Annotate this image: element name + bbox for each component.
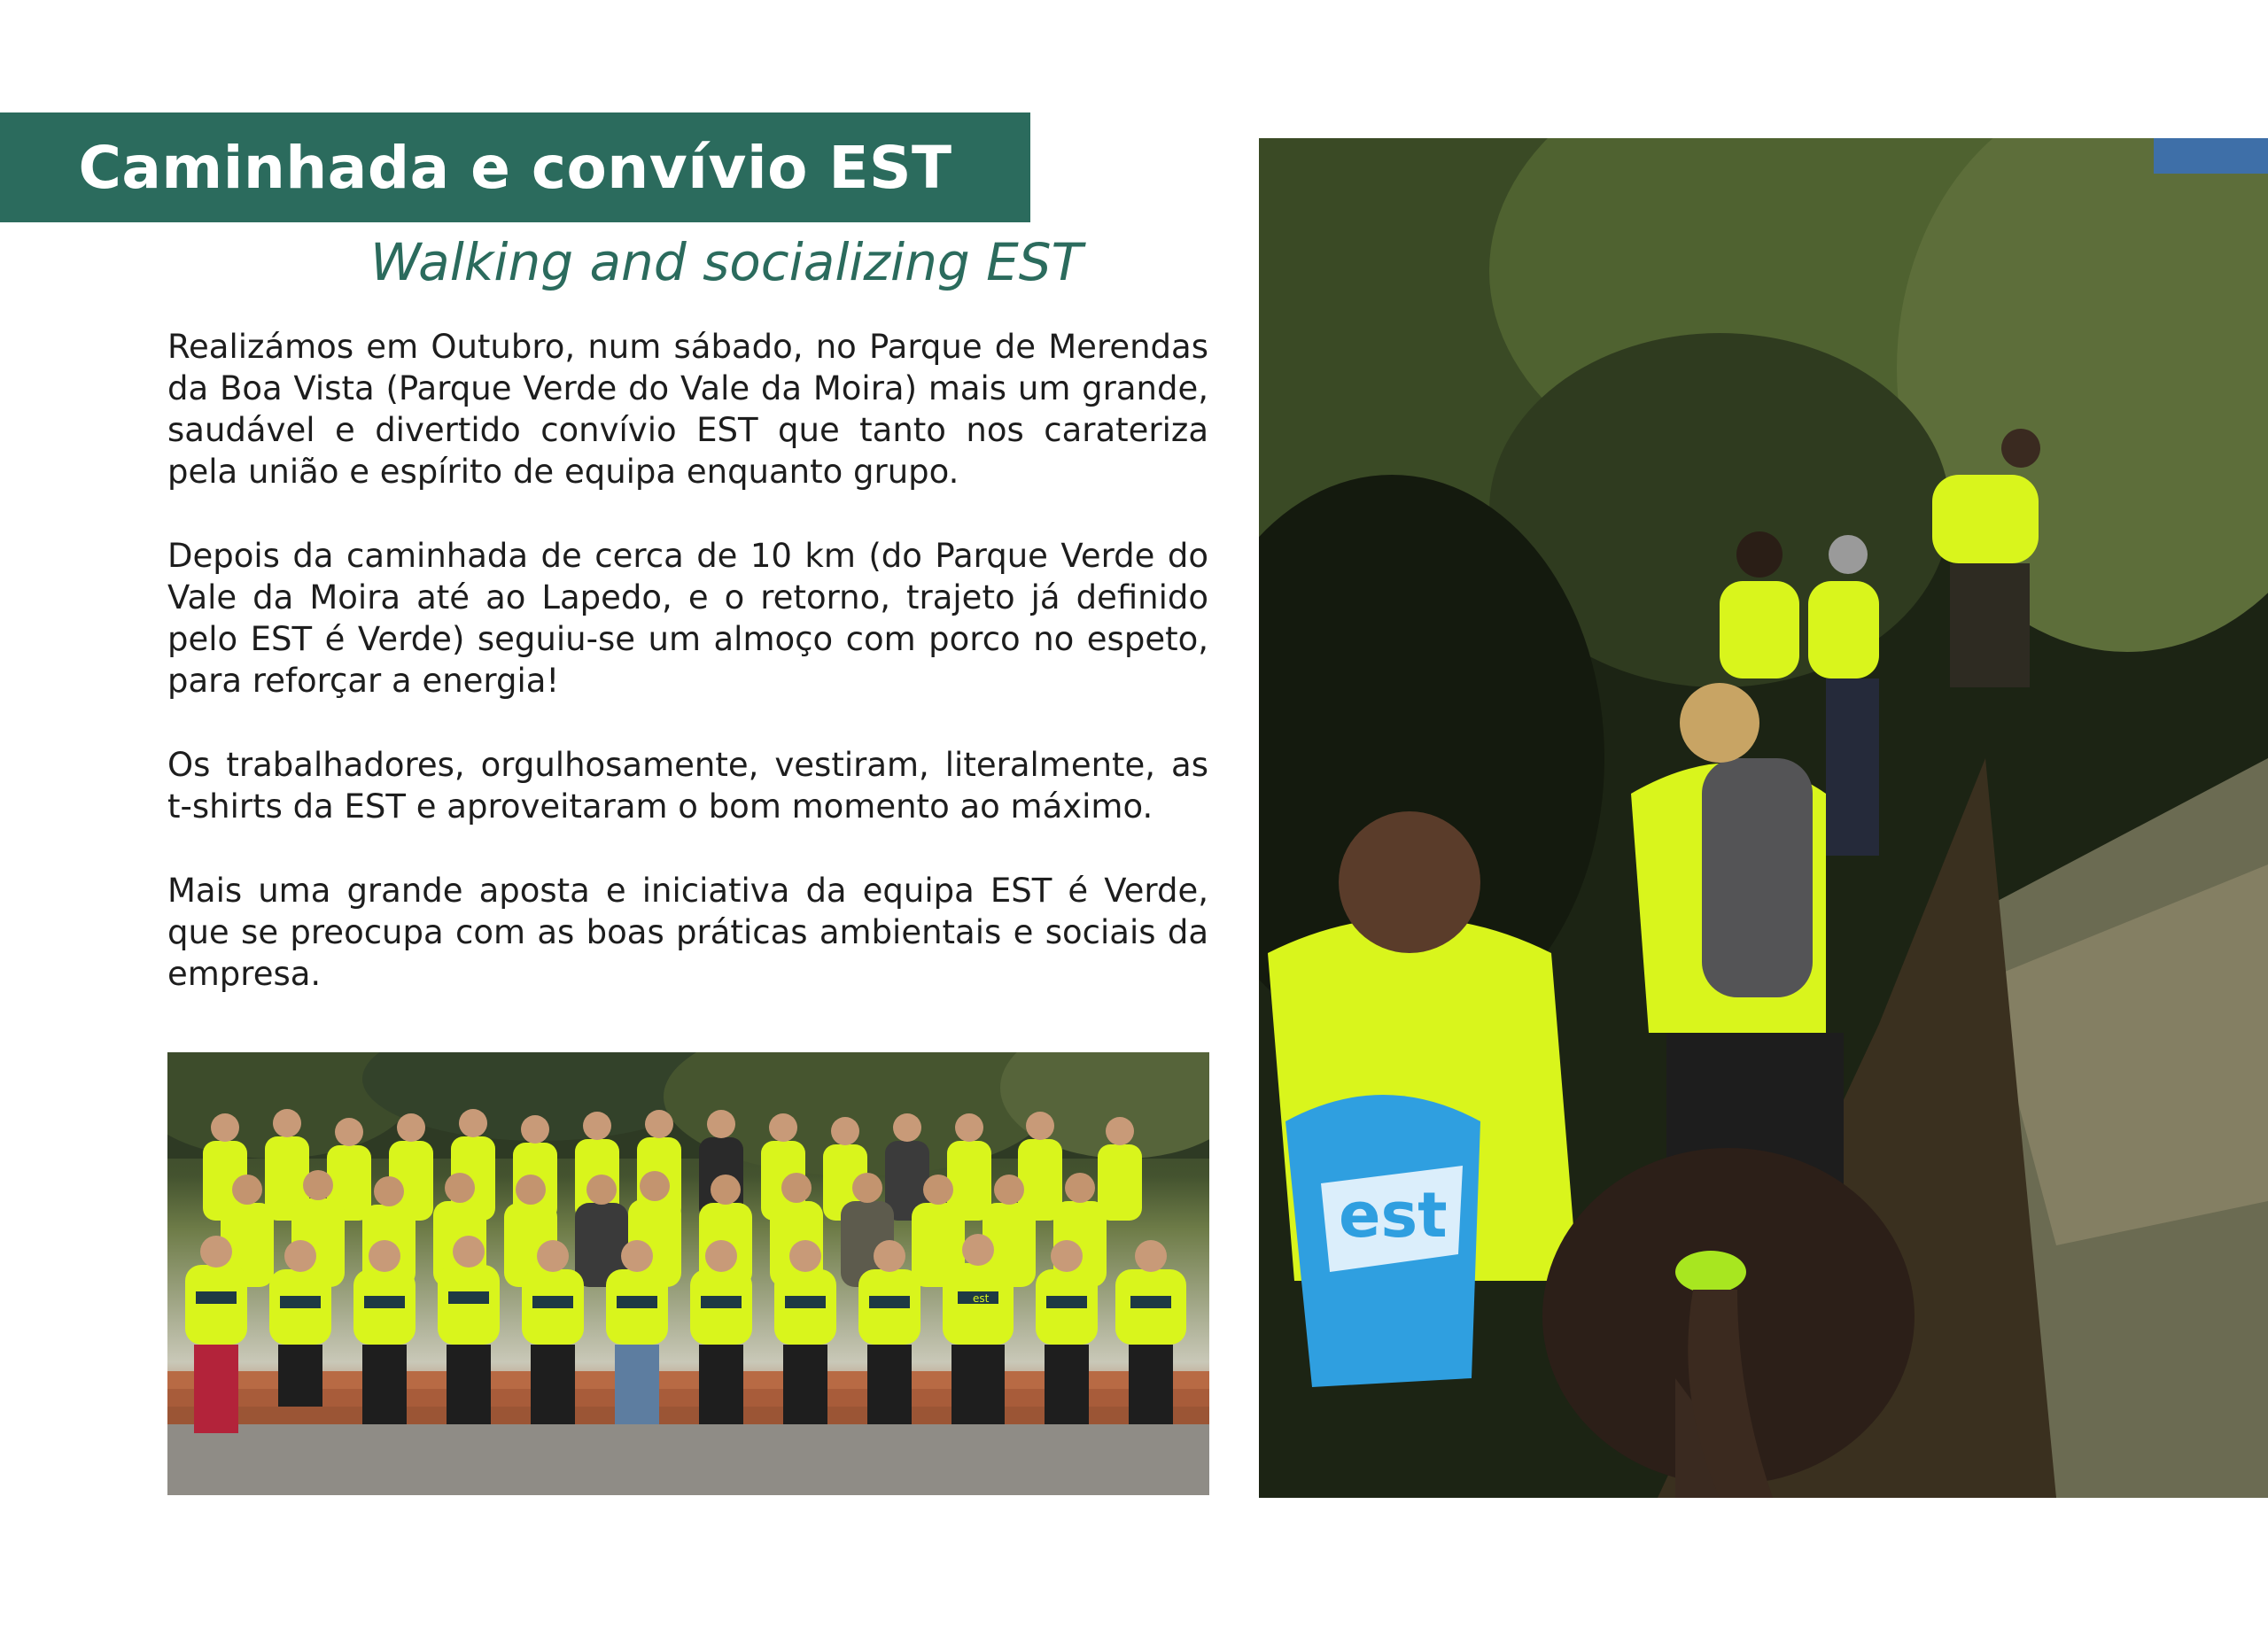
article-body	[167, 326, 1208, 1037]
group-shirt-logo: est	[973, 1292, 990, 1305]
page-title: Caminhada e convívio EST	[78, 133, 952, 202]
group-photo	[167, 1052, 1209, 1495]
paragraph-1: Realizámos em Outubro, num sábado, no Parque de Merendas da Boa Vista (Parque Verde do Vale da Moira) mais um grande, saudável e divertido convívio EST que tanto nos carateriza pela união e espírito de equipa enquanto grupo.	[167, 328, 1208, 491]
paragraph-3: Os trabalhadores, orgulhosamente, vestiram, literalmente, as t-shirts da EST e aproveitaram o bom momento ao máximo.	[167, 746, 1208, 826]
paragraph-2: Depois da caminhada de cerca de 10 km (do Parque Verde do Vale da Moira até ao Lapedo, e o retorno, trajeto já definido pelo EST é Verde) seguiu-se um almoço com porco no espeto, para reforçar a energia!	[167, 537, 1208, 700]
trail-photo-illustration	[1259, 138, 2268, 1498]
trail-photo	[1259, 138, 2268, 1498]
bag-logo: est	[1339, 1179, 1448, 1252]
page-subtitle: Walking and socializing EST	[369, 232, 1084, 292]
paragraph-4: Mais uma grande aposta e iniciativa da equipa EST é Verde, que se preocupa com as boas práticas ambientais e sociais da empresa.	[167, 872, 1208, 993]
title-band	[0, 112, 1030, 222]
group-photo-illustration	[167, 1052, 1209, 1495]
